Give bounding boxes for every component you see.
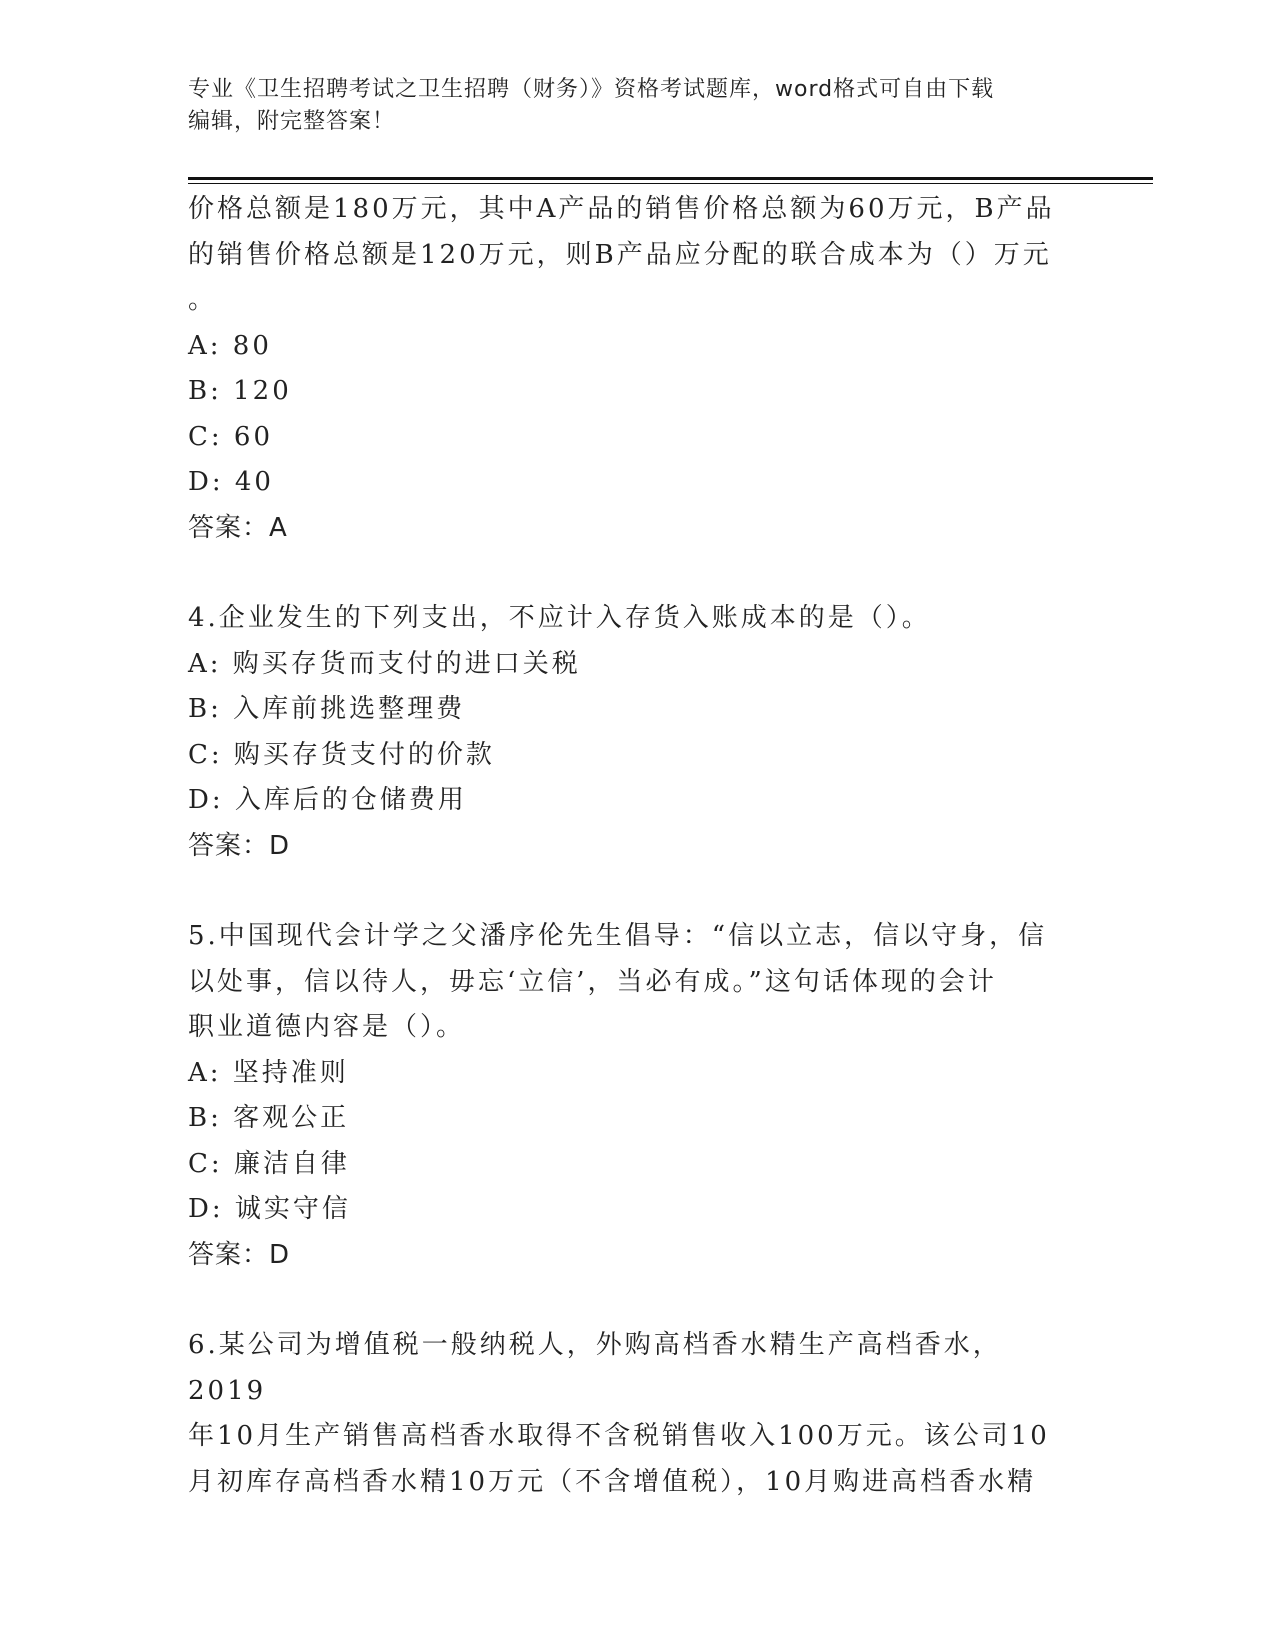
question-3-option-b: B: 120 — [188, 376, 292, 406]
question-5-option-d: D: 诚实守信 — [188, 1194, 351, 1224]
header-line-1: 专业《卫生招聘考试之卫生招聘（财务）》资格考试题库，word格式可自由下载 — [188, 77, 995, 102]
question-4-option-a: A: 购买存货而支付的进口关税 — [188, 648, 581, 679]
question-separator — [188, 869, 1068, 914]
question-4 — [188, 596, 1068, 869]
question-3-option-d: D: 40 — [188, 467, 274, 497]
question-4-option-d: D: 入库后的仓储费用 — [188, 785, 467, 815]
question-5-stem-line-3: 职业道德内容是（）。 — [188, 1012, 466, 1042]
question-separator — [188, 1278, 1068, 1323]
question-5 — [188, 914, 1068, 1278]
header-line-2: 编辑，附完整答案！ — [188, 109, 396, 134]
question-6-stem-line-1: 6.某公司为增值税一般纳税人，外购高档香水精生产高档香水，2019 — [188, 1330, 1002, 1406]
question-6 — [188, 1323, 1068, 1505]
question-3-stem-line-3: 。 — [188, 285, 218, 315]
question-3 — [188, 187, 1068, 551]
header-divider-thin — [188, 183, 1153, 184]
question-3-option-a: A: 80 — [188, 330, 272, 361]
question-5-option-a: A: 坚持准则 — [188, 1057, 349, 1088]
question-5-option-c: C: 廉洁自律 — [188, 1148, 350, 1179]
question-list — [188, 187, 1068, 1505]
question-5-stem-line-2: 以处事，信以待人，毋忘‘立信’，当必有成。”这句话体现的会计 — [188, 966, 997, 997]
question-3-stem-line-1: 价格总额是180万元，其中A产品的销售价格总额为60万元，B产品 — [188, 194, 1055, 224]
header-divider-thick — [188, 177, 1153, 180]
question-4-stem-line-1: 4.企业发生的下列支出，不应计入存货入账成本的是（）。 — [188, 603, 931, 633]
question-5-answer: 答案：D — [188, 1239, 291, 1270]
question-5-option-b: B: 客观公正 — [188, 1103, 350, 1133]
question-6-stem-line-3: 月初库存高档香水精10万元（不含增值税），10月购进高档香水精 — [188, 1466, 1037, 1497]
question-separator — [188, 551, 1068, 596]
question-6-stem-line-2: 年10月生产销售高档香水取得不含税销售收入100万元。该公司10 — [188, 1421, 1050, 1451]
question-5-stem-line-1: 5.中国现代会计学之父潘序伦先生倡导：“信以立志，信以守身，信 — [188, 921, 1048, 951]
question-4-option-c: C: 购买存货支付的价款 — [188, 739, 495, 770]
question-3-stem-line-2: 的销售价格总额是120万元，则B产品应分配的联合成本为（）万元 — [188, 239, 1052, 270]
question-4-option-b: B: 入库前挑选整理费 — [188, 694, 466, 724]
document-header — [188, 74, 1068, 138]
question-3-answer: 答案：A — [188, 512, 288, 543]
question-3-option-c: C: 60 — [188, 421, 274, 452]
question-4-answer: 答案：D — [188, 830, 291, 861]
